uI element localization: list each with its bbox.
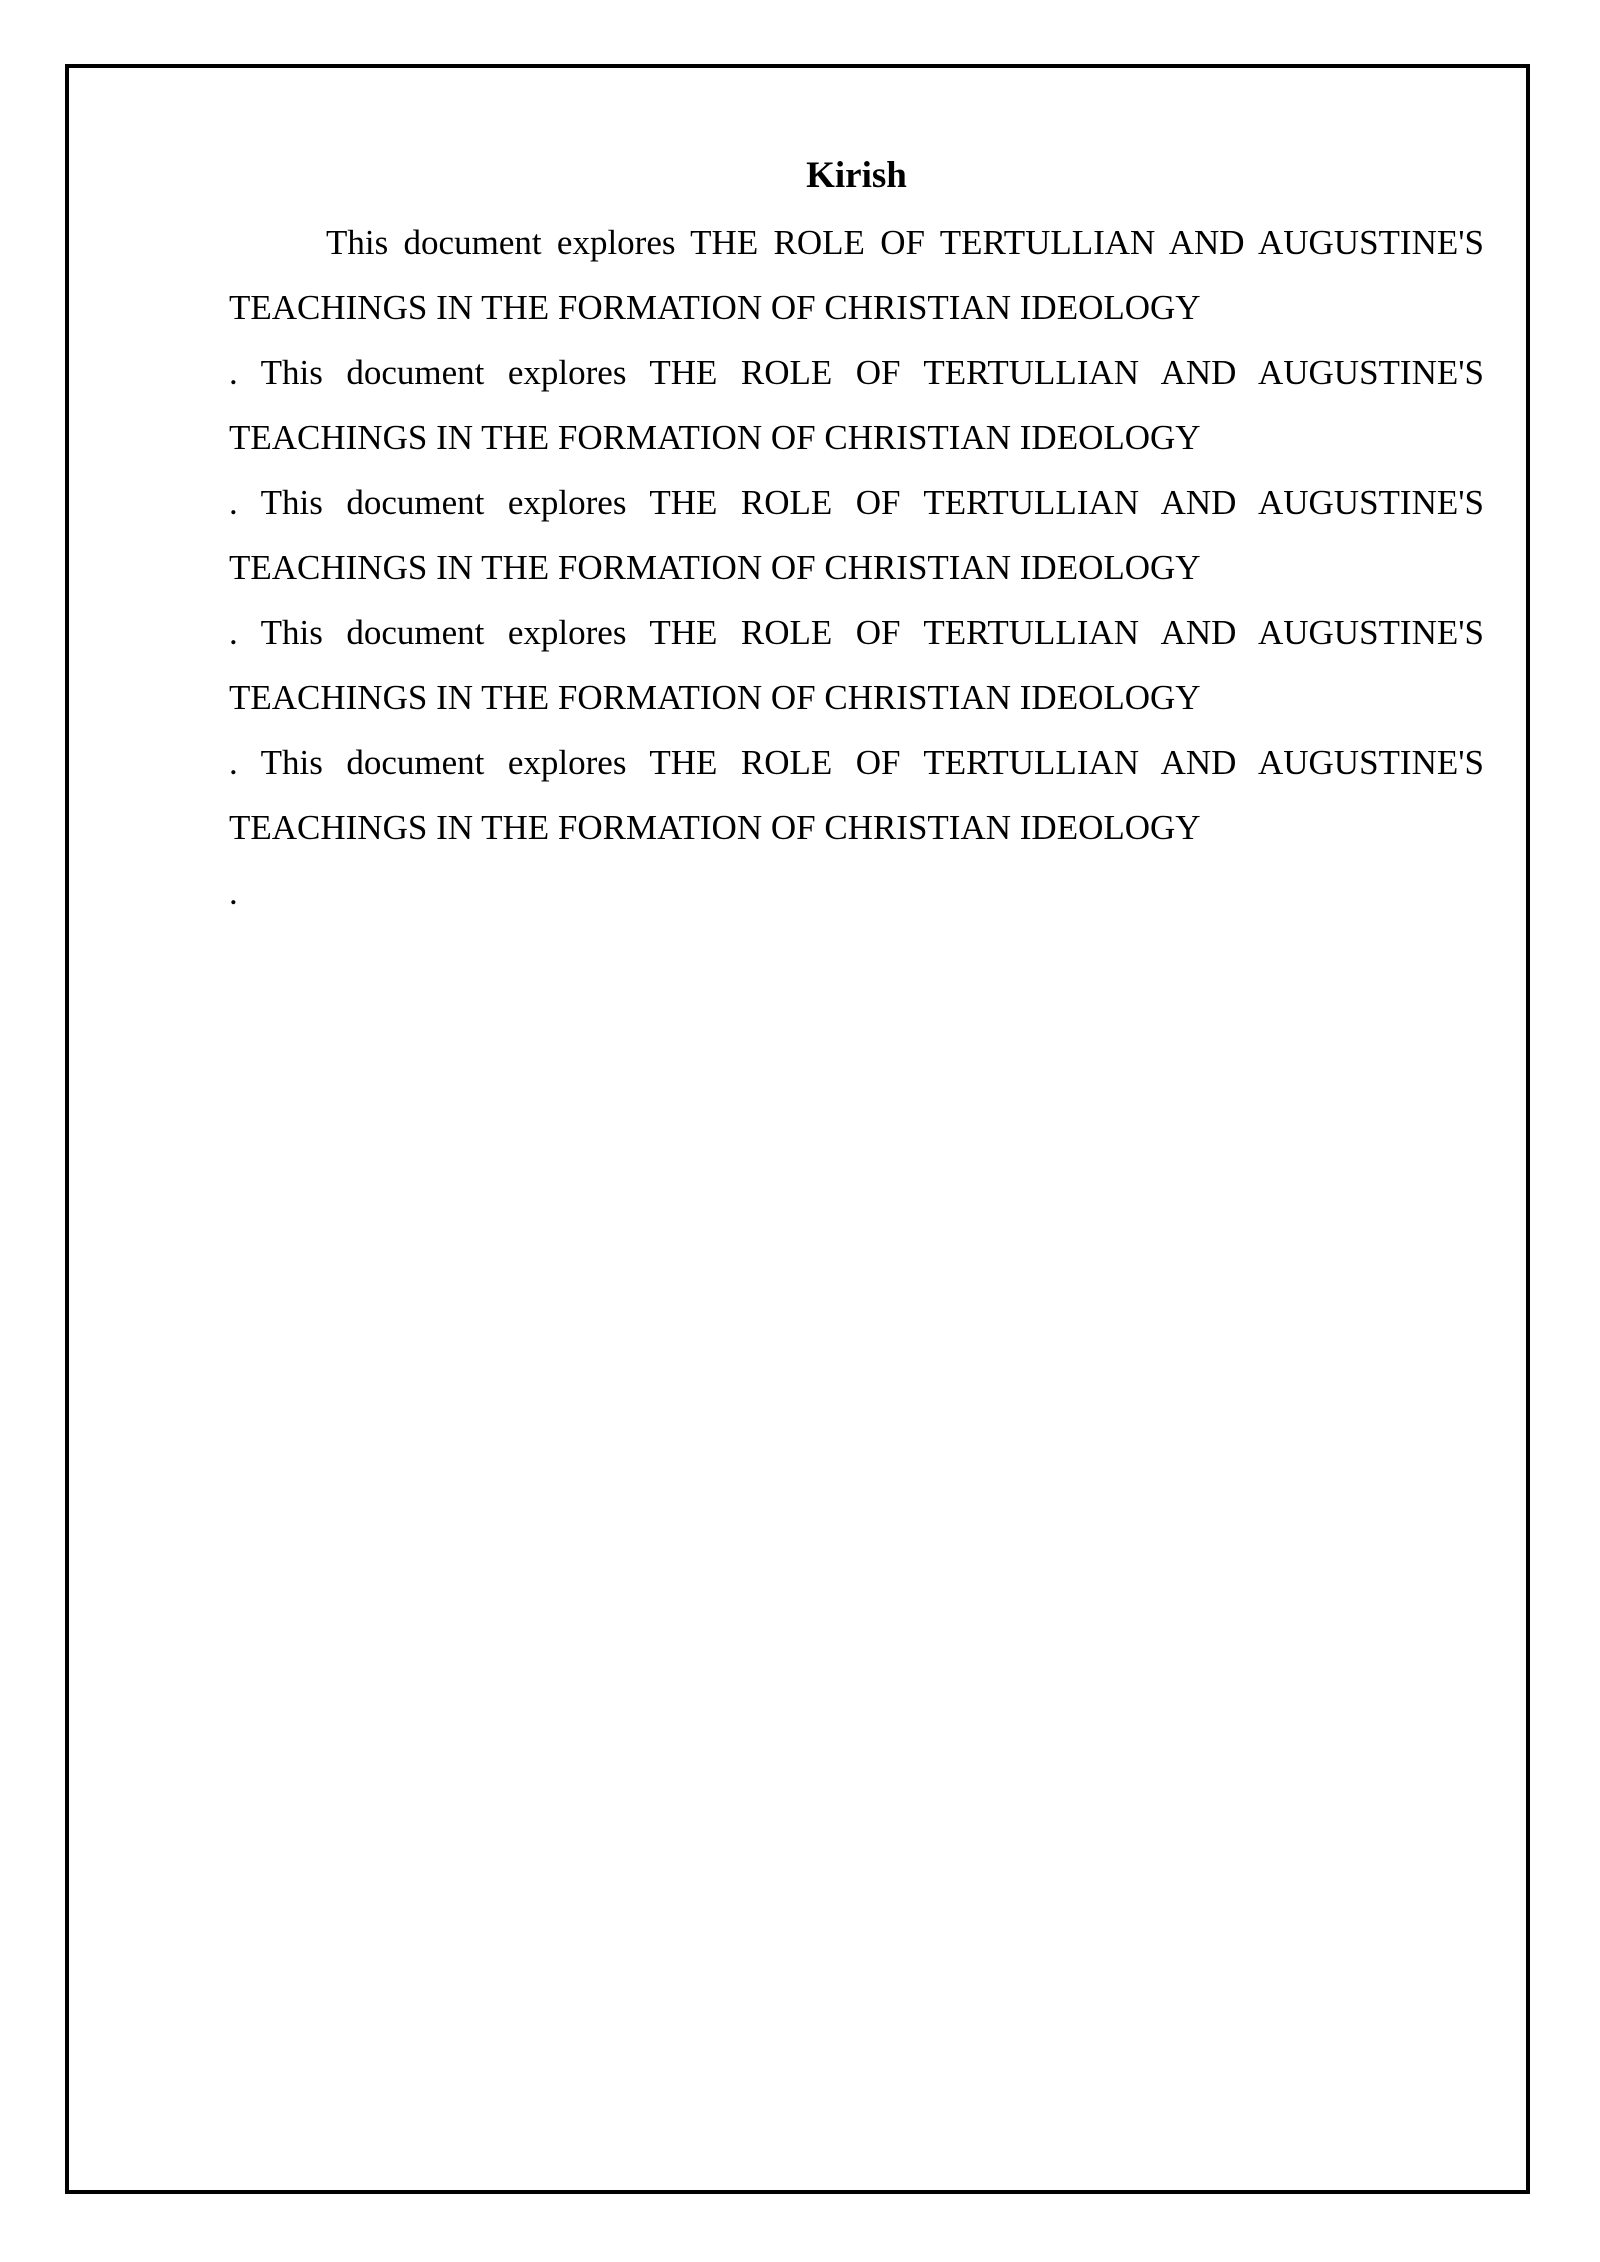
document-body <box>229 150 1484 925</box>
paragraph-4: . This document explores THE ROLE OF TERTULLIAN AND AUGUSTINE'S TEACHINGS IN THE FORMATION OF CHRISTIAN IDEOLOGY <box>229 613 1484 717</box>
paragraph-6: . <box>229 873 238 912</box>
paragraph-5: . This document explores THE ROLE OF TERTULLIAN AND AUGUSTINE'S TEACHINGS IN THE FORMATION OF CHRISTIAN IDEOLOGY <box>229 743 1484 847</box>
body-text <box>229 210 1484 925</box>
paragraph-1: This document explores THE ROLE OF TERTULLIAN AND AUGUSTINE'S TEACHINGS IN THE FORMATION OF CHRISTIAN IDEOLOGY <box>229 223 1484 327</box>
paragraph-2: . This document explores THE ROLE OF TERTULLIAN AND AUGUSTINE'S TEACHINGS IN THE FORMATION OF CHRISTIAN IDEOLOGY <box>229 353 1484 457</box>
paragraph-3: . This document explores THE ROLE OF TERTULLIAN AND AUGUSTINE'S TEACHINGS IN THE FORMATION OF CHRISTIAN IDEOLOGY <box>229 483 1484 587</box>
document-title: Kirish <box>806 155 907 196</box>
